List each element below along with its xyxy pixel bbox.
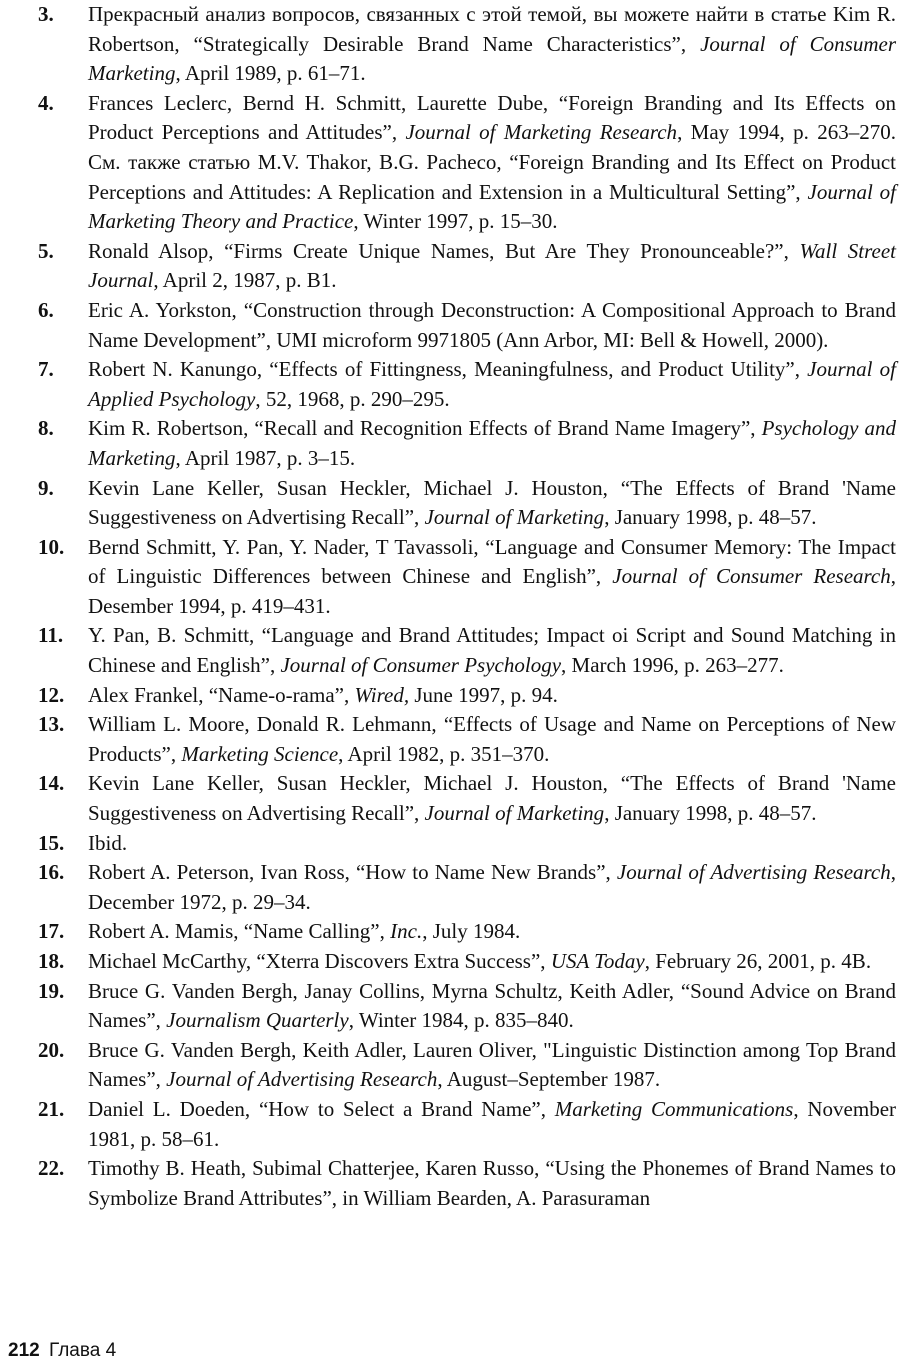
endnote-item: [38, 296, 896, 355]
publication-title: Journalism Quarterly: [166, 1008, 349, 1033]
endnote-text: [88, 1156, 896, 1210]
publication-title: Marketing Science: [181, 741, 339, 766]
citation-text: , April 1989, p. 61–71.: [175, 61, 366, 86]
endnote-number: 10.: [38, 534, 65, 559]
page-number: 212: [8, 1340, 40, 1361]
citation-text: Bruce G. Vanden Bergh, Keith Adler, Lauren Oliver, "Linguistic Distinction among Top Brand Names”,: [88, 1037, 896, 1092]
endnote-item: [38, 681, 896, 711]
endnote-item: [38, 237, 896, 296]
citation-text: Robert A. Peterson, Ivan Ross, “How to Name New Brands”,: [88, 860, 617, 885]
publication-title: Journal of Marketing Theory and Practice: [88, 179, 896, 234]
endnote-number: 3.: [38, 2, 54, 26]
citation-text: Robert N. Kanungo, “Effects of Fittingness, Meaningfulness, and Product Utility”,: [88, 357, 808, 382]
citation-text: Frances Leclerc, Bernd H. Schmitt, Laurette Dube, “Foreign Branding and Its Effects on Product Perceptions and Attitudes”,: [88, 90, 896, 145]
endnote-text: [88, 2, 896, 85]
endnote-number: 14.: [38, 771, 65, 796]
endnote-item: [38, 858, 896, 917]
publication-title: Journal of Applied Psychology: [88, 357, 896, 411]
endnote-text: [88, 1038, 896, 1092]
citation-text: Kevin Lane Keller, Susan Heckler, Michael J. Houston, “The Effects of Brand 'Name Suggestiveness on Advertising Recall”,: [88, 771, 896, 826]
endnote-text: [88, 1097, 896, 1151]
endnote-item: [38, 533, 896, 622]
endnote-number: 12.: [38, 682, 65, 707]
citation-text: , December 1972, p. 29–34.: [88, 860, 896, 914]
endnote-number: 22.: [38, 1156, 65, 1181]
endnote-number: 8.: [38, 416, 54, 441]
citation-text: Bruce G. Vanden Bergh, Janay Collins, Myrna Schultz, Keith Adler, “Sound Advice on Brand Names”,: [88, 978, 896, 1033]
endnote-text: [88, 91, 896, 233]
endnote-text: [88, 683, 558, 707]
citation-text: , July 1984.: [422, 919, 521, 944]
endnote-item: [38, 1154, 896, 1213]
endnote-text: [88, 831, 127, 855]
endnote-text: [88, 623, 896, 677]
endnote-text: [88, 949, 871, 973]
endnote-text: [88, 416, 896, 470]
citation-text: , Winter 1984, p. 835–840.: [348, 1008, 574, 1033]
publication-title: Journal of Consumer Psychology: [280, 653, 562, 678]
endnote-item: [38, 917, 896, 947]
publication-title: Journal of Consumer Marketing: [88, 31, 896, 86]
endnote-number: 21.: [38, 1096, 65, 1121]
endnote-item: [38, 769, 896, 828]
citation-text: Kim R. Robertson, “Recall and Recognition Effects of Brand Name Imagery”,: [88, 416, 762, 441]
endnote-item: [38, 710, 896, 769]
citation-text: Bernd Schmitt, Y. Pan, Y. Nader, T Tavassoli, “Language and Consumer Memory: The Impact of Linguistic Differences between Chinese and English”,: [88, 534, 896, 589]
publication-title: Journal of Advertising Research: [166, 1067, 438, 1092]
citation-text: , March 1996, p. 263–277.: [561, 653, 784, 678]
publication-title: Psychology and Marketing: [88, 416, 896, 470]
endnote-number: 16.: [38, 860, 65, 885]
endnote-text: [88, 712, 896, 766]
endnote-number: 4.: [38, 90, 54, 115]
citation-text: William L. Moore, Donald R. Lehmann, “Effects of Usage and Name on Perceptions of New Products”,: [88, 712, 896, 766]
endnote-item: [38, 1095, 896, 1154]
page-footer: [8, 1339, 116, 1363]
citation-text: Daniel L. Doeden, “How to Select a Brand Name”,: [88, 1096, 555, 1121]
publication-title: Journal of Advertising Research: [616, 860, 891, 885]
endnote-number: 17.: [38, 919, 65, 944]
endnote-number: 18.: [38, 949, 65, 973]
citation-text: , August–September 1987.: [437, 1067, 661, 1092]
citation-text: , April 2, 1987, p. B1.: [153, 268, 337, 293]
endnote-text: [88, 919, 520, 943]
publication-title: USA Today: [550, 949, 645, 973]
endnote-text: [88, 771, 896, 825]
endnote-text: [88, 476, 896, 530]
citation-text: , May 1994, p. 263–270. См. также статью M.V. Thakor, B.G. Pacheco, “Foreign Branding and Its Effect on Product Perceptions and Attitudes: A Replication and Extension in a Multicultural Setting”,: [88, 120, 896, 204]
citation-text: Kevin Lane Keller, Susan Heckler, Michael J. Houston, “The Effects of Brand 'Name Suggestiveness on Advertising Recall”,: [88, 475, 896, 530]
endnote-text: [88, 298, 896, 352]
endnote-number: 9.: [38, 475, 54, 500]
citation-text: Прекрасный анализ вопросов, связанных с этой темой, вы можете найти в статье Kim R. Robertson, “Strategically Desirable Brand Name Characteristics”,: [88, 2, 896, 56]
citation-text: , April 1982, p. 351–370.: [338, 741, 550, 766]
endnote-number: 6.: [38, 297, 54, 322]
publication-title: Wall Street Journal: [88, 238, 896, 293]
citation-text: Eric A. Yorkston, “Construction through Deconstruction: A Compositional Approach to Brand Name Development”, UMI microform 9971805 (Ann Arbor, MI: Bell & Howell, 2000).: [88, 297, 896, 352]
citation-text: Robert A. Mamis, “Name Calling”,: [88, 919, 391, 944]
endnote-item: [38, 474, 896, 533]
citation-text: , 52, 1968, p. 290–295.: [255, 386, 450, 411]
endnote-item: [38, 829, 896, 859]
endnote-text: [88, 535, 896, 618]
endnote-item: [38, 0, 896, 89]
endnote-item: [38, 1036, 896, 1095]
endnote-item: [38, 621, 896, 680]
citation-text: , January 1998, p. 48–57.: [604, 505, 817, 530]
citation-text: , Desember 1994, p. 419–431.: [88, 564, 897, 618]
endnote-text: [88, 979, 896, 1033]
endnote-number: 15.: [38, 830, 65, 855]
publication-title: Wired,: [354, 682, 410, 707]
citation-text: , January 1998, p. 48–57.: [604, 801, 817, 826]
citation-text: Alex Frankel, “Name-o-rama”,: [88, 682, 355, 707]
endnote-number: 7.: [38, 357, 54, 382]
citation-text: June 1997, p. 94.: [409, 682, 558, 707]
citation-text: Y. Pan, B. Schmitt, “Language and Brand Attitudes; Impact oi Script and Sound Matching in Chinese and English”,: [88, 623, 896, 678]
endnote-item: [38, 414, 896, 473]
endnote-item: [38, 355, 896, 414]
citation-text: Timothy B. Heath, Subimal Chatterjee, Karen Russo, “Using the Phonemes of Brand Names to Symbolize Brand Attributes”, in William Bearden, A. Parasuraman: [88, 1156, 896, 1210]
endnote-text: [88, 860, 896, 914]
citation-text: , November 1981, p. 58–61.: [88, 1096, 897, 1151]
endnote-number: 5.: [38, 238, 54, 263]
endnote-number: 19.: [38, 978, 65, 1003]
endnote-number: 13.: [38, 712, 65, 737]
endnote-number: 20.: [38, 1037, 65, 1062]
citation-text: Ibid.: [88, 830, 128, 855]
endnote-text: [88, 357, 896, 411]
endnotes-list: [38, 0, 896, 1213]
endnote-item: [38, 977, 896, 1036]
chapter-label: Глава 4: [48, 1340, 117, 1361]
publication-title: Journal of Marketing Research: [405, 120, 678, 145]
citation-text: Michael McCarthy, “Xterra Discovers Extra Success”,: [88, 949, 551, 973]
publication-title: Journal of Marketing: [424, 505, 605, 530]
citation-text: Ronald Alsop, “Firms Create Unique Names, But Are They Pronounceable?”,: [88, 238, 800, 263]
citation-text: , February 26, 2001, p. 4B.: [644, 949, 872, 973]
citation-text: , Winter 1997, p. 15–30.: [353, 209, 558, 234]
publication-title: Marketing Communications: [554, 1096, 794, 1121]
publication-title: Inc.: [390, 919, 423, 944]
endnote-number: 11.: [38, 623, 64, 648]
publication-title: Journal of Marketing: [424, 801, 605, 826]
citation-text: , April 1987, p. 3–15.: [175, 445, 356, 470]
endnote-text: [88, 239, 896, 293]
endnote-item: [38, 947, 896, 977]
endnote-item: [38, 89, 896, 237]
publication-title: Journal of Consumer Research: [612, 564, 891, 589]
